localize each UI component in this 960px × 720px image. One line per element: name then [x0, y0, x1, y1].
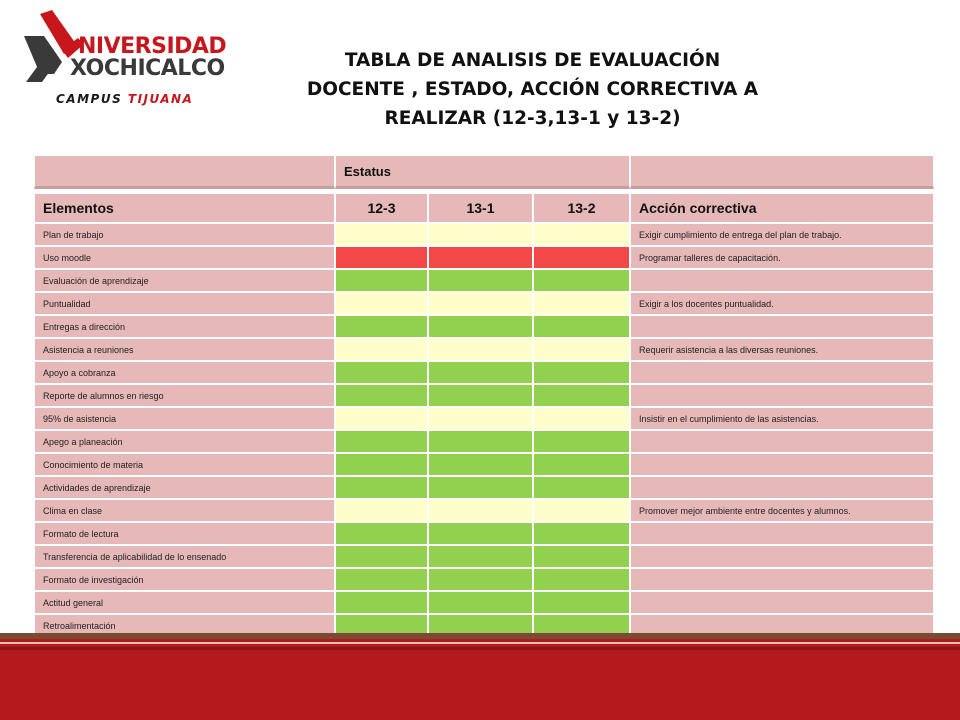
status-cell	[335, 453, 428, 476]
status-cell	[335, 591, 428, 614]
element-cell: Plan de trabajo	[34, 223, 335, 246]
status-cell	[335, 384, 428, 407]
action-cell	[630, 568, 934, 591]
status-cell	[533, 223, 630, 246]
status-cell	[533, 246, 630, 269]
element-cell: Formato de lectura	[34, 522, 335, 545]
status-cell	[533, 591, 630, 614]
table-row	[34, 384, 934, 407]
element-cell: Actitud general	[34, 591, 335, 614]
estatus-header-row	[34, 155, 934, 189]
element-cell: Uso moodle	[34, 246, 335, 269]
element-cell: Apoyo a cobranza	[34, 361, 335, 384]
table-row	[34, 246, 934, 269]
estatus-header: Estatus	[335, 155, 630, 189]
table-row	[34, 499, 934, 522]
action-cell	[630, 522, 934, 545]
element-cell: Entregas a dirección	[34, 315, 335, 338]
status-cell	[335, 407, 428, 430]
action-cell: Exigir cumplimiento de entrega del plan de trabajo.	[630, 223, 934, 246]
title-line-1: TABLA DE ANALISIS DE EVALUACIÓN	[344, 50, 721, 71]
status-cell	[533, 338, 630, 361]
status-cell	[335, 223, 428, 246]
university-logo	[18, 10, 233, 106]
action-cell	[630, 453, 934, 476]
element-cell: Actividades de aprendizaje	[34, 476, 335, 499]
table-row	[34, 591, 934, 614]
page-title	[250, 46, 815, 133]
status-cell	[533, 269, 630, 292]
action-cell	[630, 591, 934, 614]
element-cell: Apego a planeación	[34, 430, 335, 453]
element-cell: Retroalimentación	[34, 614, 335, 637]
action-cell	[630, 315, 934, 338]
status-cell	[428, 568, 533, 591]
table-row	[34, 223, 934, 246]
estatus-blank-left	[34, 155, 335, 189]
status-cell	[335, 545, 428, 568]
title-line-3: REALIZAR (12-3,13-1 y 13-2)	[384, 108, 681, 129]
status-cell	[428, 430, 533, 453]
element-cell: Evaluación de aprendizaje	[34, 269, 335, 292]
table-row	[34, 430, 934, 453]
table-row	[34, 545, 934, 568]
status-cell	[428, 361, 533, 384]
status-cell	[428, 269, 533, 292]
status-cell	[533, 292, 630, 315]
action-cell: Insistir en el cumplimiento de las asistencias.	[630, 407, 934, 430]
table-row	[34, 522, 934, 545]
status-cell	[428, 246, 533, 269]
status-cell	[533, 430, 630, 453]
element-cell: Reporte de alumnos en riesgo	[34, 384, 335, 407]
element-cell: Puntualidad	[34, 292, 335, 315]
status-cell	[428, 338, 533, 361]
status-cell	[428, 591, 533, 614]
table-row	[34, 568, 934, 591]
logo-campus	[56, 92, 193, 106]
status-cell	[428, 223, 533, 246]
table-row	[34, 292, 934, 315]
header-elementos: Elementos	[34, 193, 335, 223]
status-cell	[335, 361, 428, 384]
logo-campus-city: TIJUANA	[127, 92, 194, 106]
footer-band	[0, 633, 960, 720]
status-cell	[335, 292, 428, 315]
status-cell	[335, 246, 428, 269]
title-line-2: DOCENTE , ESTADO, ACCIÓN CORRECTIVA A	[306, 79, 759, 100]
status-cell	[428, 499, 533, 522]
table-row	[34, 338, 934, 361]
action-cell	[630, 545, 934, 568]
element-cell: Clima en clase	[34, 499, 335, 522]
logo-campus-label: CAMPUS	[56, 92, 123, 106]
status-cell	[335, 338, 428, 361]
element-cell: Transferencia de aplicabilidad de lo ensenado	[34, 545, 335, 568]
action-cell: Programar talleres de capacitación.	[630, 246, 934, 269]
status-cell	[428, 292, 533, 315]
element-cell: Formato de investigación	[34, 568, 335, 591]
header-12-3: 12-3	[335, 193, 428, 223]
status-cell	[428, 545, 533, 568]
table-body	[34, 223, 934, 637]
status-cell	[428, 315, 533, 338]
table-row	[34, 361, 934, 384]
action-cell: Requerir asistencia a las diversas reuniones.	[630, 338, 934, 361]
status-cell	[335, 568, 428, 591]
evaluation-table	[34, 155, 934, 637]
element-cell: 95% de asistencia	[34, 407, 335, 430]
status-cell	[335, 476, 428, 499]
status-cell	[533, 568, 630, 591]
status-cell	[533, 407, 630, 430]
action-cell	[630, 269, 934, 292]
status-cell	[533, 522, 630, 545]
table-row	[34, 453, 934, 476]
header-accion-correctiva: Acción correctiva	[630, 193, 934, 223]
status-cell	[335, 499, 428, 522]
status-cell	[533, 315, 630, 338]
action-cell	[630, 476, 934, 499]
status-cell	[428, 407, 533, 430]
status-cell	[335, 522, 428, 545]
header-13-2: 13-2	[533, 193, 630, 223]
column-header-row	[34, 193, 934, 223]
table-row	[34, 315, 934, 338]
action-cell	[630, 384, 934, 407]
logo-word-xochicalco: XOCHICALCO	[70, 56, 225, 81]
action-cell	[630, 361, 934, 384]
table-row	[34, 407, 934, 430]
element-cell: Conocimiento de materia	[34, 453, 335, 476]
status-cell	[533, 476, 630, 499]
action-cell	[630, 430, 934, 453]
logo-word-universidad: NIVERSIDAD	[78, 34, 227, 59]
status-cell	[428, 476, 533, 499]
element-cell: Asistencia a reuniones	[34, 338, 335, 361]
status-cell	[533, 499, 630, 522]
action-cell: Exigir a los docentes puntualidad.	[630, 292, 934, 315]
table-row	[34, 476, 934, 499]
status-cell	[428, 453, 533, 476]
status-cell	[533, 453, 630, 476]
status-cell	[533, 545, 630, 568]
status-cell	[335, 269, 428, 292]
status-cell	[428, 384, 533, 407]
status-cell	[335, 430, 428, 453]
estatus-blank-right	[630, 155, 934, 189]
table-row	[34, 269, 934, 292]
status-cell	[533, 384, 630, 407]
status-cell	[428, 522, 533, 545]
status-cell	[533, 361, 630, 384]
header-13-1: 13-1	[428, 193, 533, 223]
action-cell: Promover mejor ambiente entre docentes y alumnos.	[630, 499, 934, 522]
status-cell	[335, 315, 428, 338]
